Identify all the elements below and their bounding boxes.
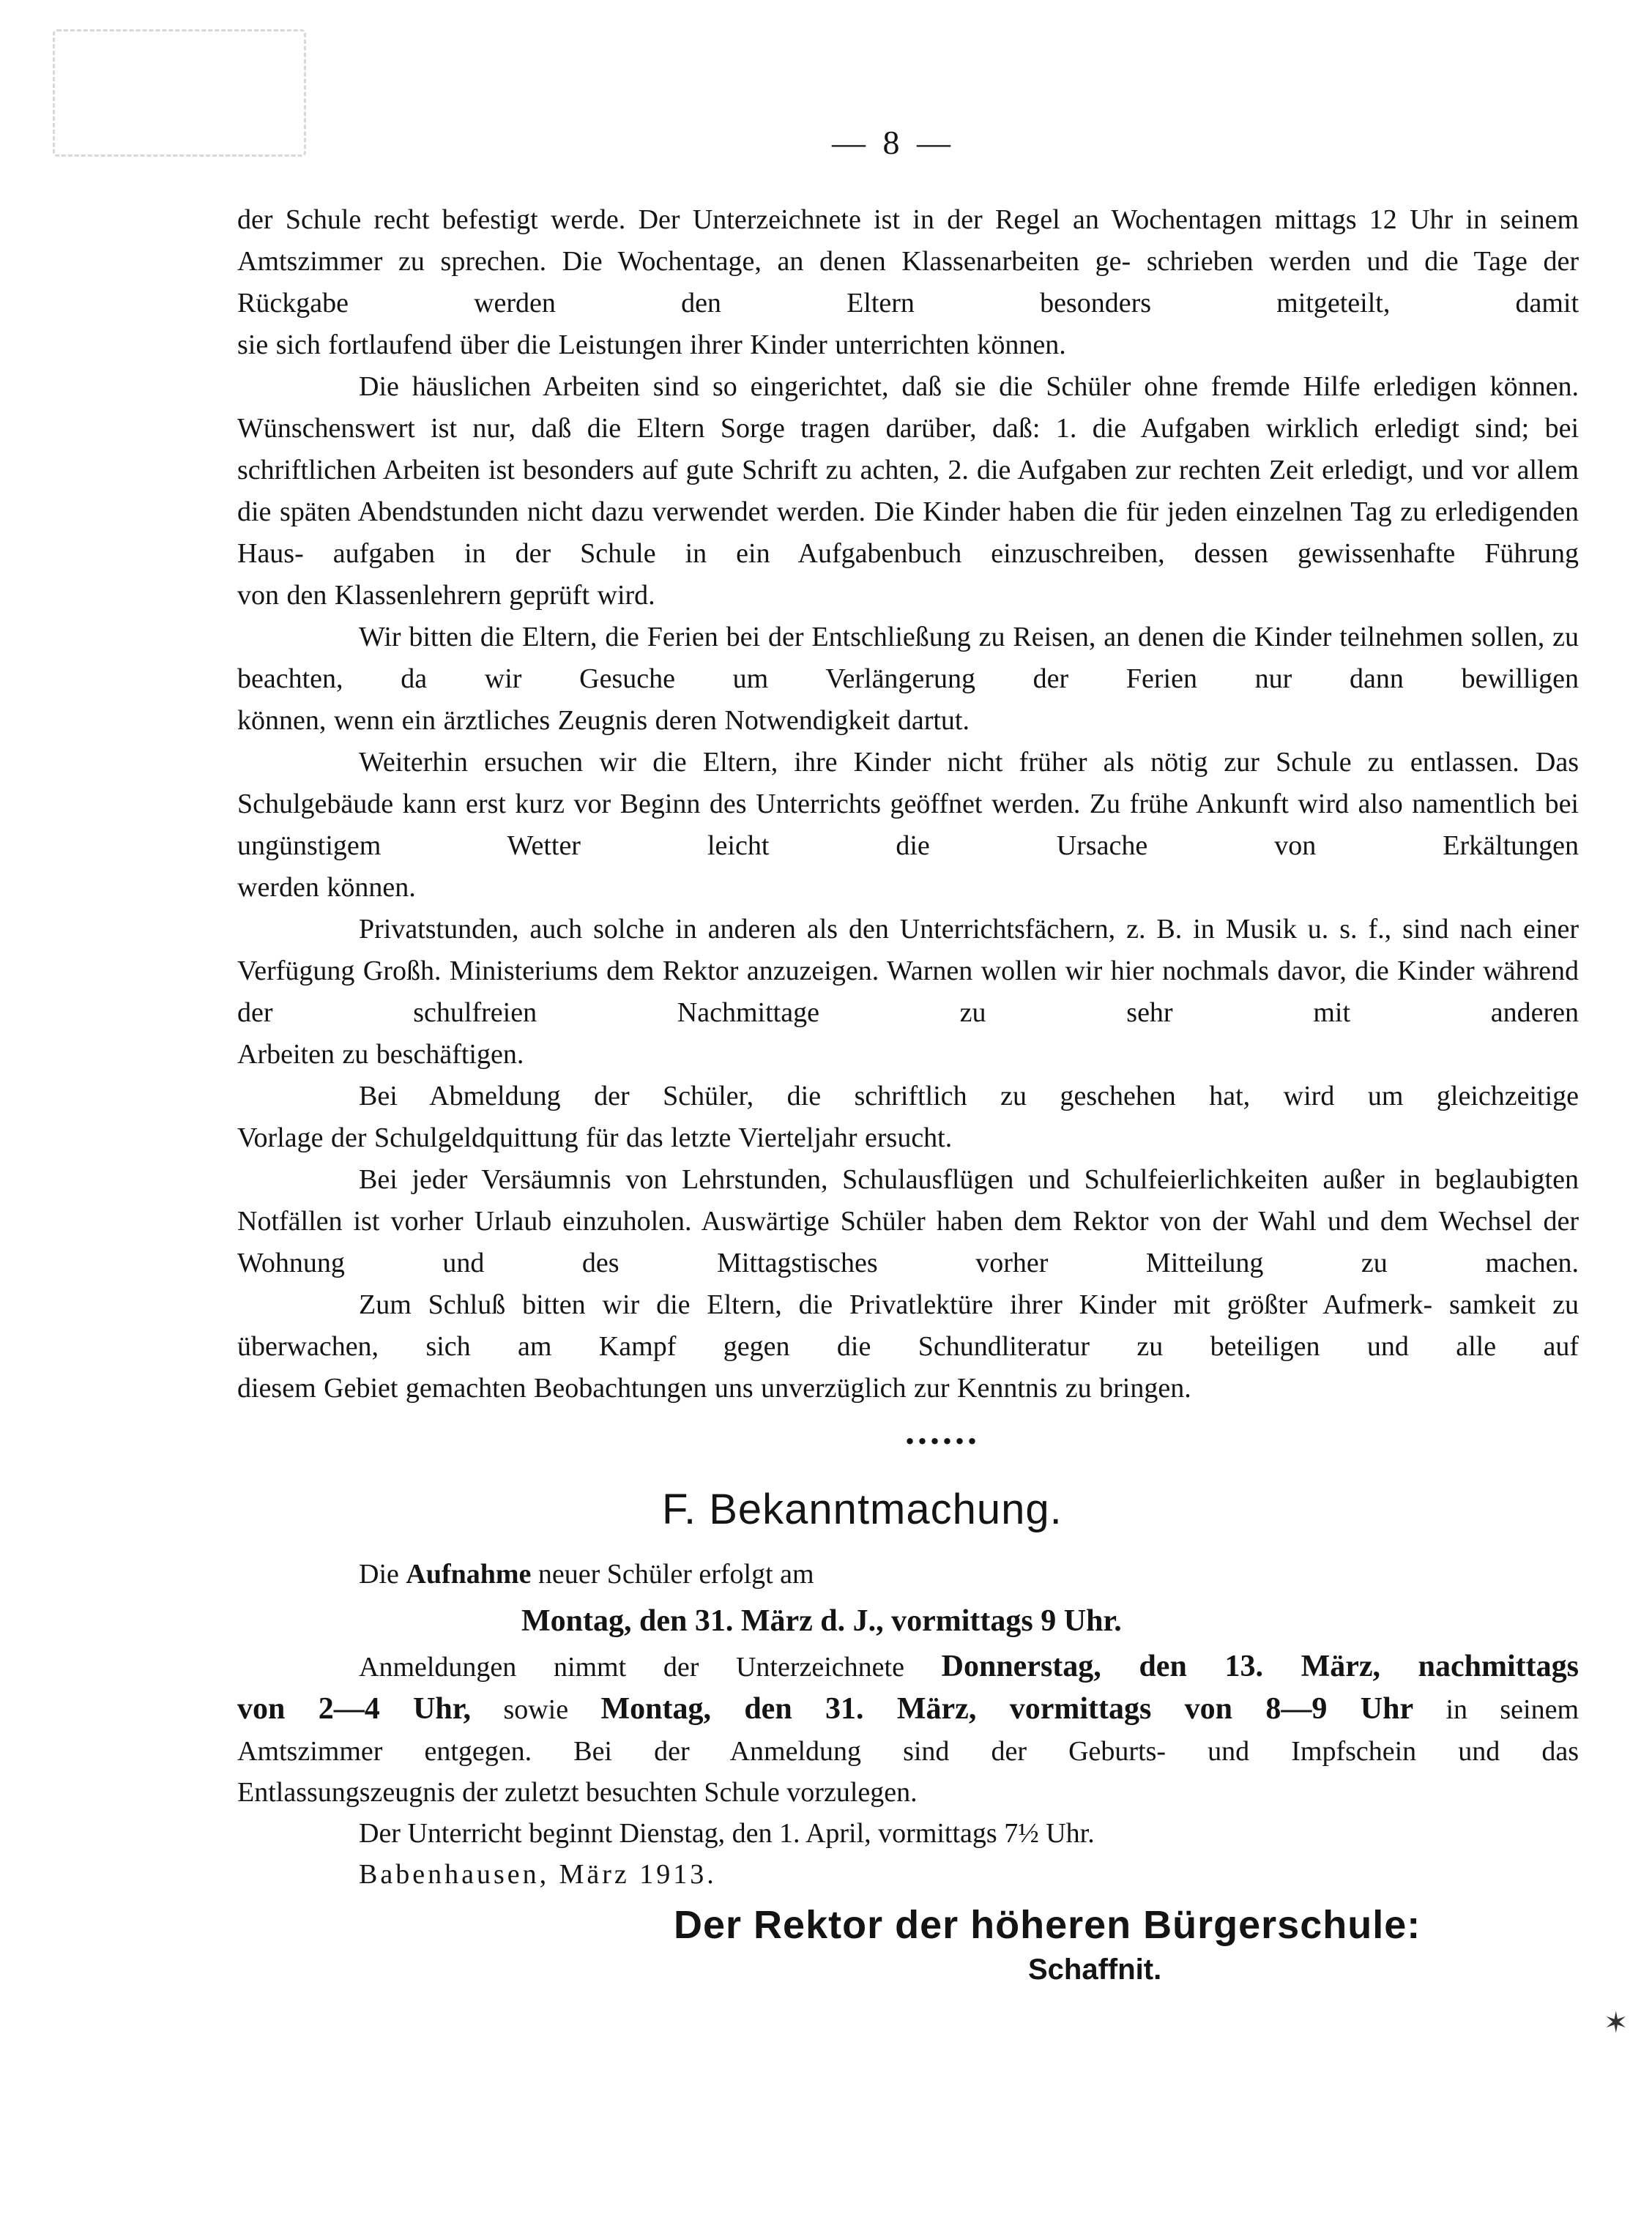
library-stamp [53,29,306,157]
aufnahme-line [359,1554,1652,1595]
text-line: 12 Uhr in seinem Amtszimmer zu sprechen. Die Wochentage, an denen Klassenarbeiten ge- [237,204,1579,277]
text-line: dazu verwendet werden. Die Kinder haben die für jeden einzelnen Tag zu erledigenden Haus- [237,496,1579,569]
anmeldung-sowie: sowie [503,1694,569,1725]
text-line: achten, 2. die Aufgaben zur rechten Zeit erledigt, und vor allem die späten Abendstunden nicht [237,455,1580,527]
text-line: von der Wahl und dem Wechsel der Wohnung und des Mittagstisches vorher Mitteilung zu machen. [237,1206,1580,1278]
aufnahme-date-line [521,1601,1652,1643]
paragraph-continuation [237,199,1579,324]
text-line: Wir bitten die Eltern, die Ferien bei der Entschließung zu Reisen, an denen die Kinder [359,622,1332,652]
text-line: diesem Gebiet gemachten Beobachtungen uns unverzüglich zur Kenntnis zu bringen. [237,1373,1191,1404]
anmeldung-text: Anmeldungen nimmt der Unterzeichnete [359,1652,904,1683]
anmeldung-time-1: von 2—4 Uhr, [237,1692,472,1726]
paragraph-arrival-end [237,867,1579,909]
signature-name: Schaffnit. [1028,1953,1162,1986]
body-text [237,199,1579,1409]
amtszimmer-line: Amtszimmer entgegen. Bei der Anmeldung sind der Geburts- und Impfschein und das [237,1736,1579,1767]
text-line: sie sich fortlaufend über die Leistungen ihrer Kinder unterrichten können. [237,329,1066,360]
paragraph-absence [237,1159,1579,1284]
text-line: erledigen können. Wünschenswert ist nur, daß die Eltern Sorge tragen darüber, daß: 1. die [237,371,1580,444]
text-line: der Schule recht befestigt werde. Der Unterzeichnete ist in der Regel an Wochentagen mittags [237,204,1357,235]
text-line: frühe Ankunft wird also namentlich bei ungünstigem Wetter leicht die Ursache von Erkältungen [237,789,1579,861]
anmeldung-date-2: Montag, den 31. März, vormittags von 8—9 Uhr [600,1692,1414,1726]
aufnahme-date: Montag, den 31. März d. J., vormittags 9 Uhr. [521,1604,1122,1638]
text-line: Bei Abmeldung der Schüler, die schriftlich zu geschehen hat, wird um gleichzeitige [359,1081,1579,1111]
paragraph-reading [237,1284,1579,1368]
text-line: Die häuslichen Arbeiten sind so eingerichtet, daß sie die Schüler ohne fremde Hilfe [359,371,1361,402]
text-line: Vorlage der Schulgeldquittung für das letzte Vierteljahr ersucht. [237,1122,953,1153]
paragraph-homework [237,366,1579,575]
page-number: — 8 — [832,124,955,161]
text-line: von den Klassenlehrern geprüft wird. [237,580,655,611]
unterricht-line: Der Unterricht beginnt Dienstag, den 1. April, vormittags 7½ Uhr. [359,1818,1095,1849]
text-line: werden können. [237,872,416,903]
text-line: teilnehmen sollen, zu beachten, da wir Gesuche um Verlängerung der Ferien nur dann bewilligen [237,622,1580,694]
paragraph-deregistration [237,1076,1579,1117]
text-line: können, wenn ein ärztliches Zeugnis deren Notwendigkeit dartut. [237,705,970,736]
signature-title: Der Rektor der höheren Bürgerschule: [674,1903,1421,1947]
anmeldung-line-2 [237,1688,1579,1731]
section-separator: ...... [905,1411,980,1453]
paragraph-continuation-end [237,324,1579,366]
text-line: aufgaben in der Schule in ein Aufgabenbuch einzuschreiben, dessen gewissenhafte Führung [332,538,1579,569]
paragraph-homework-end [237,575,1579,617]
text-line: Arbeiten zu beschäftigen. [237,1039,524,1070]
paragraph-private-lessons-end [237,1034,1579,1076]
text-line: Bei jeder Versäumnis von Lehrstunden, Schulausflügen und Schulfeierlichkeiten außer [359,1164,1385,1195]
paragraph-deregistration-end [237,1117,1579,1159]
text-line: Weiterhin ersuchen wir die Eltern, ihre Kinder nicht früher als nötig zur Schule zu [359,747,1394,778]
text-line: entlassen. Das Schulgebäude kann erst kurz vor Beginn des Unterrichts geöffnet werden. Zu [237,747,1580,819]
anmeldung-date-1: Donnerstag, den 13. März, nachmittags [941,1650,1580,1683]
section-heading: F. Bekanntmachung. [662,1486,1063,1533]
edge-mark-icon: ✶ [1604,2006,1629,2040]
aufnahme-suffix: neuer Schüler erfolgt am [537,1559,814,1590]
anmeldung-line-1 [359,1646,1579,1688]
paragraph-private-lessons [237,909,1579,1034]
aufnahme-keyword: Aufnahme [406,1559,532,1590]
paragraph-arrival [237,742,1579,867]
text-line: Privatstunden, auch solche in anderen als den Unterrichtsfächern, z. B. in Musik u. s. f., [359,914,1392,945]
text-line: samkeit zu überwachen, sich am Kampf gegen die Schundliteratur zu beteiligen und alle auf [237,1289,1580,1362]
aufnahme-prefix: Die [359,1559,399,1590]
place-date: Babenhausen, März 1913. [359,1859,717,1890]
text-line: schrieben werden und die Tage der Rückgabe werden den Eltern besonders mitgeteilt, damit [237,246,1580,319]
text-line: sind nach einer Verfügung Großh. Ministeriums dem Rektor anzuzeigen. Warnen wollen wir [237,914,1579,986]
text-line: in beglaubigten Notfällen ist vorher Urlaub einzuholen. Auswärtige Schüler haben dem Rektor [237,1164,1579,1237]
anmeldung-in-seinem: in seinem [1446,1694,1580,1725]
paragraph-holidays [237,617,1579,700]
paragraph-holidays-end [237,700,1579,742]
entlassung-line: Entlassungszeugnis der zuletzt besuchten Schule vorzulegen. [237,1777,918,1808]
text-line: Zum Schluß bitten wir die Eltern, die Privatlektüre ihrer Kinder mit größter Aufmerk- [359,1289,1433,1320]
text-line: Aufgaben wirklich erledigt sind; bei schriftlichen Arbeiten ist besonders auf gute Schrift zu [237,413,1579,485]
text-line: hier nochmals davor, die Kinder während der schulfreien Nachmittage zu sehr mit anderen [237,956,1579,1028]
paragraph-reading-end [237,1368,1579,1409]
